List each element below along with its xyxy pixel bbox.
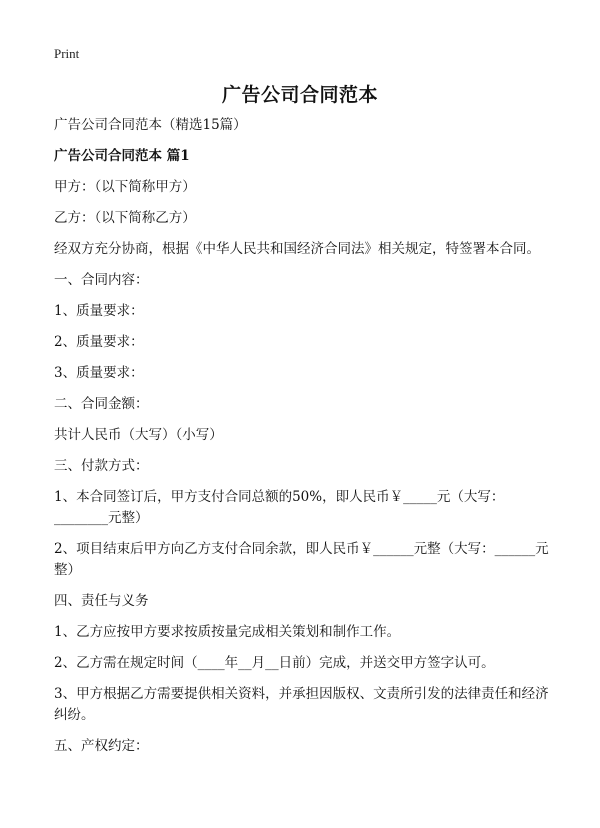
clause-item: 共计人民币（大写）（小写） <box>54 427 223 443</box>
clause-item: 2、乙方需在规定时间（____年__月__日前）完成，并送交甲方签字认可。 <box>54 655 495 671</box>
party-b-line: 乙方：（以下简称乙方） <box>54 210 196 226</box>
clause-item: 3、甲方根据乙方需要提供相关资料，并承担因版权、文责所引发的法律责任和经济纠纷。 <box>54 686 549 723</box>
clause-item: 2、质量要求： <box>54 334 144 350</box>
preamble-paragraph: 经双方充分协商，根据《中华人民共和国经济合同法》相关规定，特签署本合同。 <box>54 241 540 257</box>
document-title: 广告公司合同范本 <box>221 84 378 106</box>
section-heading: 广告公司合同范本 篇1 <box>54 148 190 164</box>
clause-heading: 二、合同金额： <box>54 396 149 412</box>
clause-heading: 四、责任与义务 <box>54 593 149 609</box>
clause-item: 3、质量要求： <box>54 365 144 381</box>
document-body <box>54 115 554 767</box>
print-link[interactable]: Print <box>54 46 80 61</box>
clause-item: 1、乙方应按甲方要求按质按量完成相关策划和制作工作。 <box>54 624 401 640</box>
document-subtitle: 广告公司合同范本（精选15篇） <box>54 117 247 133</box>
clause-heading: 五、产权约定： <box>54 738 149 754</box>
clause-heading: 三、付款方式： <box>54 458 149 474</box>
clause-heading: 一、合同内容： <box>54 272 149 288</box>
clause-item: 2、项目结束后甲方向乙方支付合同余款，即人民币￥______元整（大写：______元整） <box>54 541 549 578</box>
clause-item: 1、质量要求： <box>54 303 144 319</box>
party-a-line: 甲方：（以下简称甲方） <box>54 179 196 195</box>
clause-item: 1、本合同签订后，甲方支付合同总额的50%，即人民币￥_____元（大写：________元整） <box>54 489 505 526</box>
